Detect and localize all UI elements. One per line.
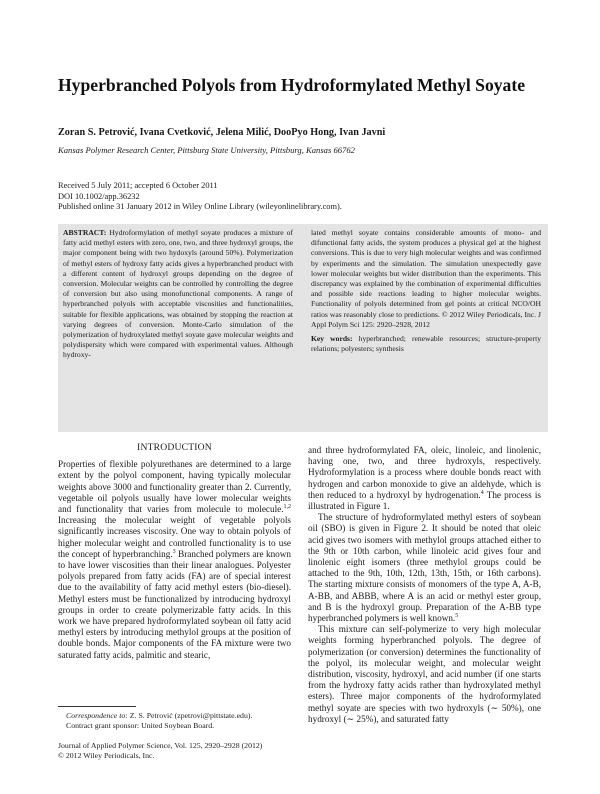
text-run: The process is illustrated in Figure 1. xyxy=(308,489,541,512)
correspondence-text: Z. S. Petrović (zpetrovi@pittstate.edu). xyxy=(127,711,253,720)
footnote xyxy=(58,706,291,730)
correspondence xyxy=(58,711,291,721)
keywords-label: Key words: xyxy=(311,334,353,344)
abstract-left-column xyxy=(63,228,293,361)
body-left-column xyxy=(58,442,291,661)
abstract-text-left: Hydroformylation of methyl soyate produces a mixture of fatty acid methyl esters with zero, one, two, and three hydroxyl groups, the major component being with two hydoxyls (around 50%). Polymerization of methyl esters of hydroxy fatty acids gives a hyperbranched product with a different content of hydroxyl groups depending on the degree of conversion. Molecular weights can be controlled by controlling the degree of conversion but also using monofunctional components. A range of hyperbranched polyols with acceptable viscosities and functionalities, suitable for flexible applications, was obtained by stopping the reaction at varying degrees of conversion. Monte-Carlo simulation of the polymerization of hydroxylated methyl soyate gave molecular weights and polydispersity which were compared with experimental values. Although hydroxy- xyxy=(63,228,293,360)
abstract-text-right: lated methyl soyate contains considerable amounts of mono- and difunctional fatty acids, the system produces a physical gel at the highest conversions. This is due to very high molecular weights and was confirmed by experiments and the simulation. The simulation unexpectedly gave lower molecular weights but wider distribution than the experiments. This discrepancy was explained by the combination of experimental difficulties and possible side reactions leading to higher molecular weights. Functionality of polyols determined from gel points at critical NCO/OH ratios was reasonably close to predictions. © 2012 Wiley Periodicals, Inc. J Appl Polym Sci 125: 2920–2928, 2012 xyxy=(311,228,541,329)
abstract-label: ABSTRACT: xyxy=(63,228,107,237)
grant-sponsor: Contract grant sponsor: United Soybean Board. xyxy=(66,720,215,730)
affiliation: Kansas Polymer Research Center, Pittsburg State University, Pittsburg, Kansas 66762 xyxy=(58,145,355,155)
text-run: The structure of hydroformylated methyl esters of soybean oil (SBO) is given in Figure 2. It should be noted that oleic acid gives two isomers with methylol groups attached either to the 9th or 10th carbon, while linoleic acid gives four and linolenic eight isomers (three methylol groups could be attached to the 9th, 10th, 12th, 13th, 15th, or 16th carbons). The starting mixture consists of monomers of the type A, A-B, A-BB, and ABBB, where A is an acid or methyl ester group, and B is the hydroxyl group. Preparation of the A-BB type hyperbranched polymers is well known. xyxy=(308,512,541,624)
author-list: Zoran S. Petrović, Ivana Cvetković, Jelena Milić, DooPyo Hong, Ivan Javni xyxy=(58,127,386,138)
citation-ref: 1,2 xyxy=(283,503,291,510)
citation-ref: 4 xyxy=(480,489,484,496)
published-online: Published online 31 January 2012 in Wiley Online Library (wileyonlinelibrary.com). xyxy=(58,202,342,212)
citation-ref: 5 xyxy=(455,612,459,619)
footnote-rule xyxy=(58,706,136,707)
intro-paragraph-3 xyxy=(308,512,541,624)
keywords xyxy=(311,334,541,354)
text-run: and three hydroformylated FA, oleic, linoleic, and linolenic, having one, two, and three hydroxyls, respectively. Hydroformylation is a process where double bonds react with hydrogen and carbon monoxide to give an aldehyde, which is then reduced to a hydroxyl by hydrogenation. xyxy=(308,445,541,500)
doi: DOI 10.1002/app.36232 xyxy=(58,191,140,201)
abstract-right-column xyxy=(311,228,541,354)
text-run: Properties of flexible polyurethanes are determined to a large extent by the polyol component, having typically molecular weights above 3000 and functionality greater than 2. Currently, vegetable oil polyols usually have lower molecular weights and functionality that varies from molecule to molecule. xyxy=(58,459,291,515)
intro-paragraph-4: This mixture can self-polymerize to very high molecular weights forming hyperbranched polyols. The degree of polymerization (or conversion) determines the functionality of the polyol, its molecular weight, and molecular weight distribution, viscosity, hydroxyl, and acid number (if one starts from the hydroxy fatty acids rather than hydroxylated methyl esters). Three major components of the hydroformylated methyl soyate are species with two hydroxyls (∼ 50%), one hydroxyl (∼ 25%), and saturated fatty xyxy=(308,624,541,724)
correspondence-label: Correspondence to: xyxy=(66,711,128,720)
journal-citation xyxy=(58,741,308,761)
body-right-column xyxy=(308,445,541,725)
journal-line: Journal of Applied Polymer Science, Vol. 125, 2920–2928 (2012) xyxy=(58,741,263,750)
copyright-line: © 2012 Wiley Periodicals, Inc. xyxy=(58,750,155,760)
text-run: Increasing the molecular weight of vegetable polyols significantly increases viscosity. One way to obtain polyols of higher molecular weight and controlled functionality is to use the concept of hyperbranching. xyxy=(58,515,291,559)
abstract-box xyxy=(58,224,548,432)
citation-ref: 3 xyxy=(172,548,176,555)
section-heading-introduction: INTRODUCTION xyxy=(137,442,212,453)
publication-dates xyxy=(58,181,538,213)
received-date: Received 5 July 2011; accepted 6 October 2011 xyxy=(58,181,218,190)
intro-paragraph-2 xyxy=(308,445,541,512)
article-title: Hyperbranched Polyols from Hydroformylated Methyl Soyate xyxy=(58,75,525,95)
intro-paragraph-1 xyxy=(58,459,291,661)
text-run: Branched polymers are known to have lower viscosities than their linear analogues. Polyester polyols prepared from fatty acids (FA) are of special interest due to the availability of fatty acid methyl esters (bio-diesel). Methyl esters must be functionalized by introducing hydroxyl groups in order to create polymerizable fatty acids. In this work we have prepared hydroformylated soybean oil fatty acid methyl esters by introducing methylol groups at the position of double bonds. Major components of the FA mixture were two saturated fatty acids, palmitic and stearic, xyxy=(58,548,291,660)
keywords-text: hyperbranched; renewable resources; structure-property relations; polyesters; synthesis xyxy=(311,334,541,354)
